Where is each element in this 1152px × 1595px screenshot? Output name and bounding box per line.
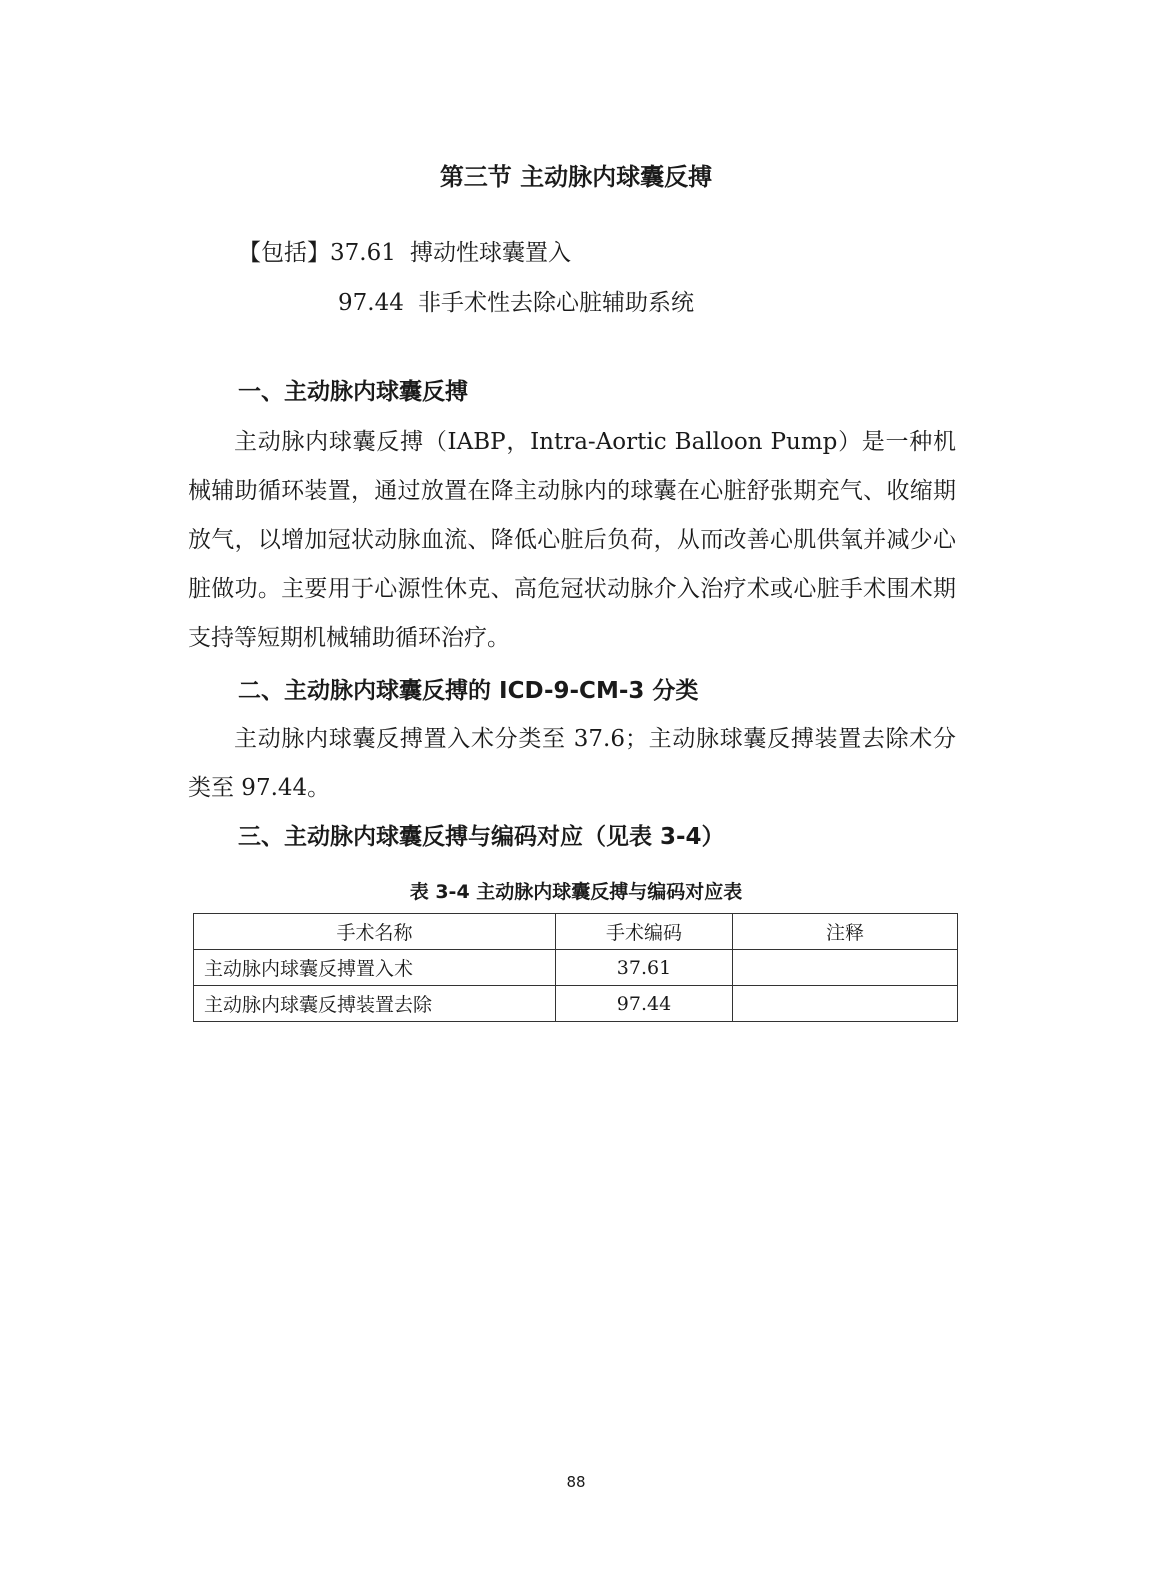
cell-name: 主动脉内球囊反搏装置去除	[194, 986, 556, 1022]
includes-label: 【包括】	[238, 240, 330, 266]
heading-3: 三、主动脉内球囊反搏与编码对应（见表 3-4）	[238, 824, 725, 850]
includes-name: 非手术性去除心脏辅助系统	[418, 290, 694, 316]
table-row	[194, 950, 958, 986]
table-caption: 表 3-4 主动脉内球囊反搏与编码对应表	[409, 881, 743, 903]
cell-code: 97.44	[556, 986, 733, 1022]
page-number: 88	[566, 1473, 586, 1491]
cell-note	[733, 986, 958, 1022]
paragraph-2: 主动脉内球囊反搏置入术分类至 37.6；主动脉球囊反搏装置去除术分类至 97.44。	[188, 726, 956, 801]
heading-1: 一、主动脉内球囊反搏	[238, 379, 468, 405]
heading-2: 二、主动脉内球囊反搏的 ICD-9-CM-3 分类	[238, 678, 699, 704]
section-title: 第三节 主动脉内球囊反搏	[439, 163, 713, 191]
includes-code: 97.44	[338, 290, 404, 316]
includes-name: 搏动性球囊置入	[410, 240, 571, 266]
cell-note	[733, 950, 958, 986]
paragraph-1: 主动脉内球囊反搏（IABP，Intra-Aortic Balloon Pump）是一种机械辅助循环装置，通过放置在降主动脉内的球囊在心脏舒张期充气、收缩期放气，以增加冠状动脉血流、降低心脏后负荷，从而改善心肌供氧并减少心脏做功。主要用于心源性休克、高危冠状动脉介入治疗术或心脏手术围术期支持等短期机械辅助循环治疗。	[188, 429, 956, 651]
column-header-name: 手术名称	[194, 914, 556, 950]
code-table	[193, 913, 958, 1022]
column-header-code: 手术编码	[556, 914, 733, 950]
includes-code: 37.61	[330, 240, 396, 266]
table-row	[194, 986, 958, 1022]
includes-row-1	[238, 238, 571, 268]
table-header-row	[194, 914, 958, 950]
cell-name: 主动脉内球囊反搏置入术	[194, 950, 556, 986]
includes-row-2	[338, 288, 694, 318]
cell-code: 37.61	[556, 950, 733, 986]
column-header-note: 注释	[733, 914, 958, 950]
